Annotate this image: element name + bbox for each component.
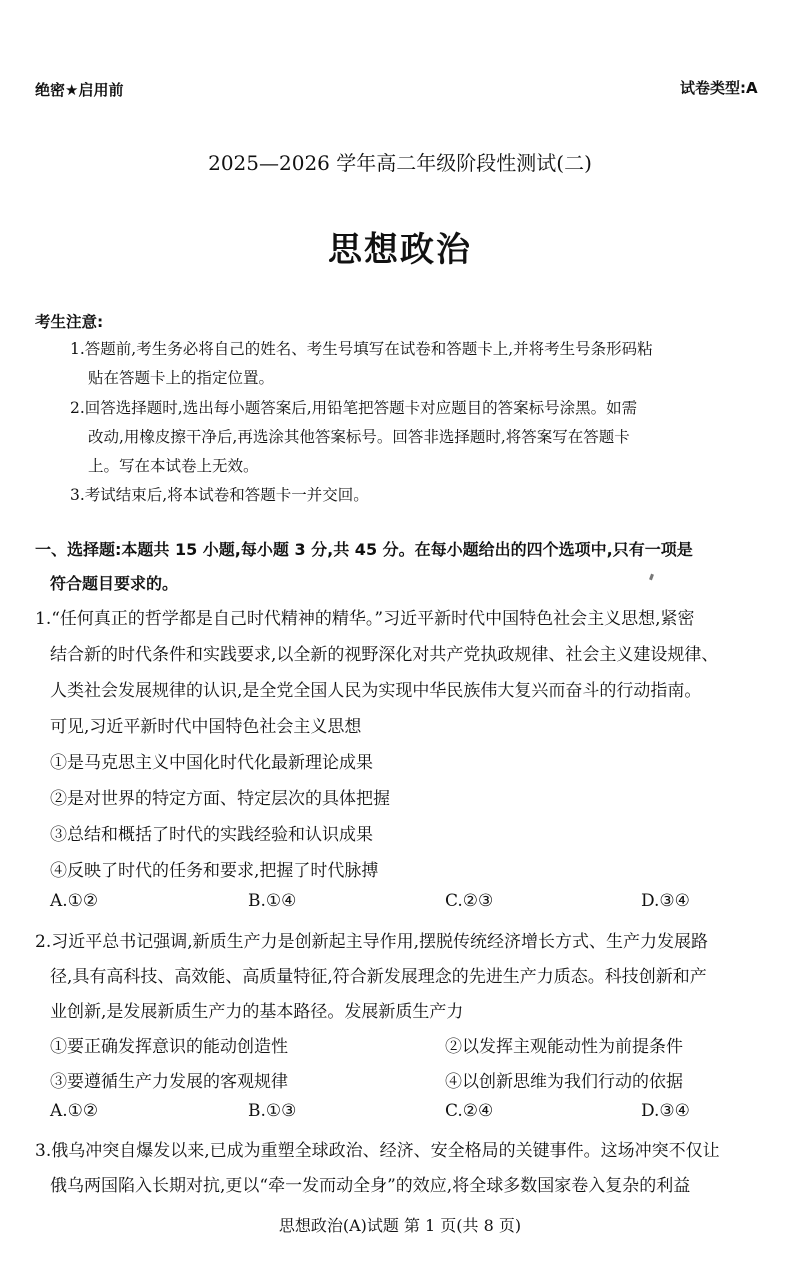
scan-mark xyxy=(649,574,654,581)
notice-item-1-line-1: 1.答题前,考生务必将自己的姓名、考生号填写在试卷和答题卡上,并将考生号条形码粘 xyxy=(70,340,653,358)
section-heading-line-2: 符合题目要求的。 xyxy=(50,574,179,593)
section-heading-line-1: 一、选择题:本题共 15 小题,每小题 3 分,共 45 分。在每小题给出的四个选项中,只有一项是 xyxy=(35,540,693,559)
q2-statement-2: ②以发挥主观能动性为前提条件 xyxy=(445,1037,683,1057)
q1-stem-line-4: 可见,习近平新时代中国特色社会主义思想 xyxy=(50,717,362,737)
subject-title: 思想政治 xyxy=(328,230,472,270)
q1-option-d: D.③④ xyxy=(641,891,690,911)
q2-stem-line-1: 2.习近平总书记强调,新质生产力是创新起主导作用,摆脱传统经济增长方式、生产力发展路 xyxy=(35,932,709,952)
notice-item-3-line-1: 3.考试结束后,将本试卷和答题卡一并交回。 xyxy=(70,486,369,504)
q2-statement-4: ④以创新思维为我们行动的依据 xyxy=(445,1072,683,1092)
q1-statement-3: ③总结和概括了时代的实践经验和认识成果 xyxy=(50,825,373,845)
q1-option-b: B.①④ xyxy=(248,891,297,911)
page-footer: 思想政治(A)试题 第 1 页(共 8 页) xyxy=(278,1216,522,1235)
notice-heading: 考生注意: xyxy=(35,313,104,331)
q3-stem-line-1: 3.俄乌冲突自爆发以来,已成为重塑全球政治、经济、安全格局的关键事件。这场冲突不仅让 xyxy=(35,1141,720,1161)
q2-statement-1: ①要正确发挥意识的能动创造性 xyxy=(50,1037,288,1057)
q2-stem-line-3: 业创新,是发展新质生产力的基本路径。发展新质生产力 xyxy=(50,1002,464,1022)
confidential-mark: 绝密★启用前 xyxy=(35,81,124,99)
q2-statement-3: ③要遵循生产力发展的客观规律 xyxy=(50,1072,288,1092)
notice-item-2-line-2: 改动,用橡皮擦干净后,再选涂其他答案标号。回答非选择题时,将答案写在答题卡 xyxy=(88,428,630,446)
paper-type: 试卷类型:A xyxy=(680,79,758,97)
q1-statement-4: ④反映了时代的任务和要求,把握了时代脉搏 xyxy=(50,861,379,881)
q2-stem-line-2: 径,具有高科技、高效能、高质量特征,符合新发展理念的先进生产力质态。科技创新和产 xyxy=(50,967,707,987)
q1-stem-line-1: 1.“任何真正的哲学都是自己时代精神的精华。”习近平新时代中国特色社会主义思想,紧密 xyxy=(35,609,695,629)
notice-item-1-line-2: 贴在答题卡上的指定位置。 xyxy=(88,369,275,387)
q1-stem-line-3: 人类社会发展规律的认识,是全党全国人民为实现中华民族伟大复兴而奋斗的行动指南。 xyxy=(50,681,702,701)
q1-option-a: A.①② xyxy=(50,891,99,911)
q2-option-a: A.①② xyxy=(50,1101,99,1121)
q1-stem-line-2: 结合新的时代条件和实践要求,以全新的视野深化对共产党执政规律、社会主义建设规律、 xyxy=(50,645,719,665)
q1-statement-2: ②是对世界的特定方面、特定层次的具体把握 xyxy=(50,789,390,809)
q2-option-d: D.③④ xyxy=(641,1101,690,1121)
notice-item-2-line-3: 上。写在本试卷上无效。 xyxy=(88,457,259,475)
q1-option-c: C.②③ xyxy=(445,891,494,911)
notice-item-2-line-1: 2.回答选择题时,选出每小题答案后,用铅笔把答题卡对应题目的答案标号涂黑。如需 xyxy=(70,399,638,417)
q2-option-c: C.②④ xyxy=(445,1101,494,1121)
q1-statement-1: ①是马克思主义中国化时代化最新理论成果 xyxy=(50,753,373,773)
exam-title: 2025—2026 学年高二年级阶段性测试(二) xyxy=(208,151,592,175)
q2-option-b: B.①③ xyxy=(248,1101,297,1121)
q3-stem-line-2: 俄乌两国陷入长期对抗,更以“牵一发而动全身”的效应,将全球多数国家卷入复杂的利益 xyxy=(50,1176,691,1196)
